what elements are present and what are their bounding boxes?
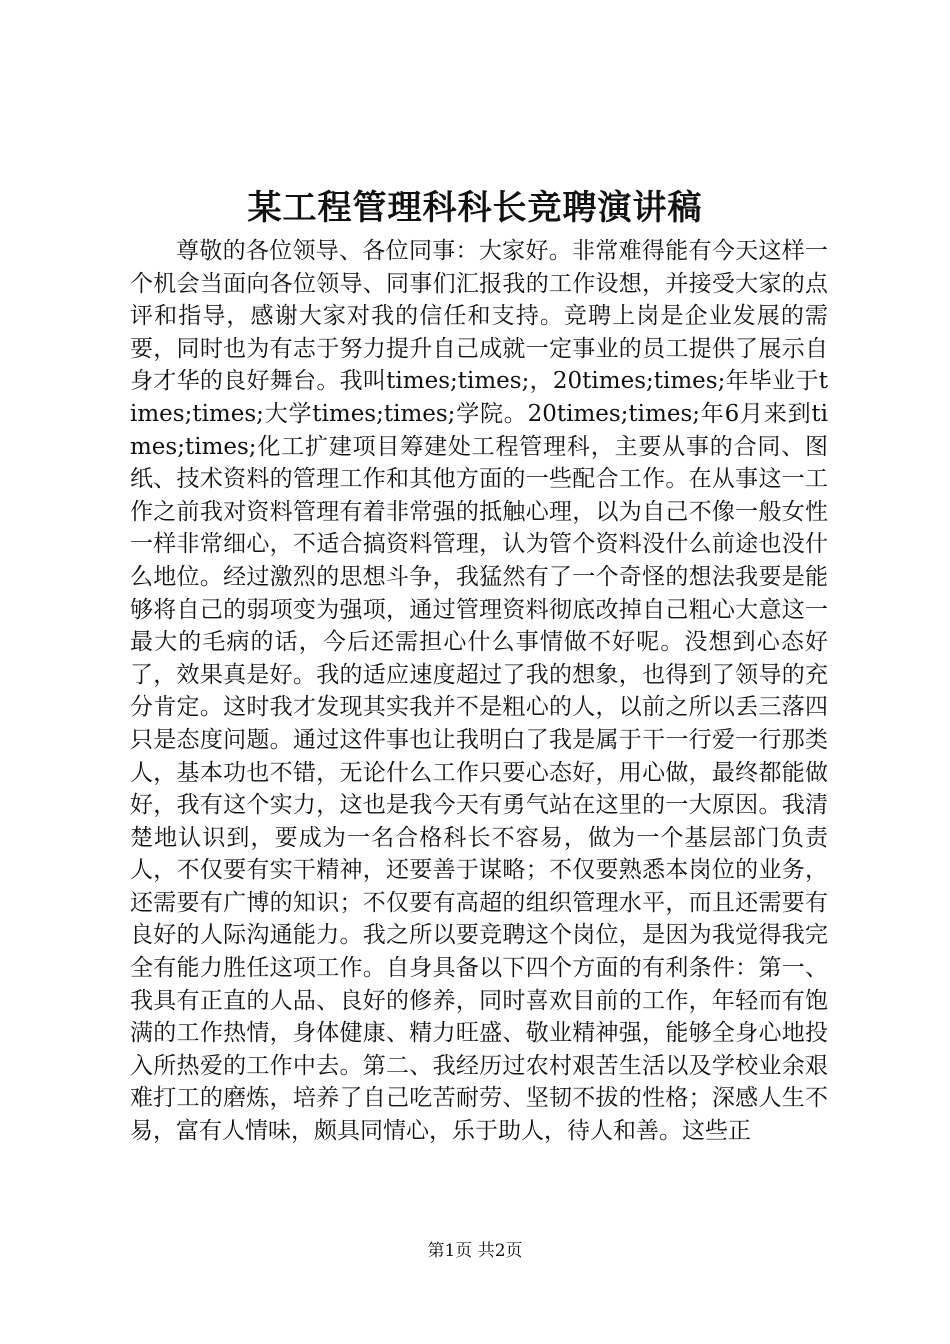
page-number-footer: 第1页 共2页 bbox=[427, 1241, 523, 1261]
document-body-paragraph: 尊敬的各位领导、各位同事：大家好。非常难得能有今天这样一个机会当面向各位领导、同事们汇报我的工作设想，并接受大家的点评和指导，感谢大家对我的信任和支持。竞聘上岗是企业发展的需要，同时也为有志于努力提升自己成就一定事业的员工提供了展示自身才华的良好舞台。我叫times;times;，20times;times;年毕业于times;times;大学times;times;学院。20times;times;年6月来到times;times;化工扩建项目筹建处工程管理科，主要从事的合同、图纸、技术资料的管理工作和其他方面的一些配合工作。在从事这一工作之前我对资料管理有着非常强的抵触心理，以为自己不像一般女性一样非常细心，不适合搞资料管理，认为管个资料没什么前途也没什么地位。经过激烈的思想斗争，我猛然有了一个奇怪的想法我要是能够将自己的弱项变为强项，通过管理资料彻底改掉自己粗心大意这一最大的毛病的话，今后还需担心什么事情做不好呢。没想到心态好了，效果真是好。我的适应速度超过了我的想象，也得到了领导的充分肯定。这时我才发现其实我并不是粗心的人，以前之所以丢三落四只是态度问题。通过这件事也让我明白了我是属于干一行爱一行那类人，基本功也不错，无论什么工作只要心态好，用心做，最终都能做好，我有这个实力，这也是我今天有勇气站在这里的一大原因。我清楚地认识到，要成为一名合格科长不容易，做为一个基层部门负责人，不仅要有实干精神，还要善于谋略；不仅要熟悉本岗位的业务，还需要有广博的知识；不仅要有高超的组织管理水平，而且还需要有良好的人际沟通能力。我之所以要竞聘这个岗位，是因为我觉得我完全有能力胜任这项工作。自身具备以下四个方面的有利条件：第一、我具有正直的人品、良好的修养，同时喜欢目前的工作，年轻而有饱满的工作热情，身体健康、精力旺盛、敬业精神强，能够全身心地投入所热爱的工作中去。第二、我经历过农村艰苦生活以及学校业余艰难打工的磨炼，培养了自己吃苦耐劳、坚韧不拔的性格；深感人生不易，富有人情味，颇具同情心，乐于助人，待人和善。这些正 bbox=[130, 238, 828, 1145]
document-title: 某工程管理科科长竞聘演讲稿 bbox=[247, 188, 703, 228]
